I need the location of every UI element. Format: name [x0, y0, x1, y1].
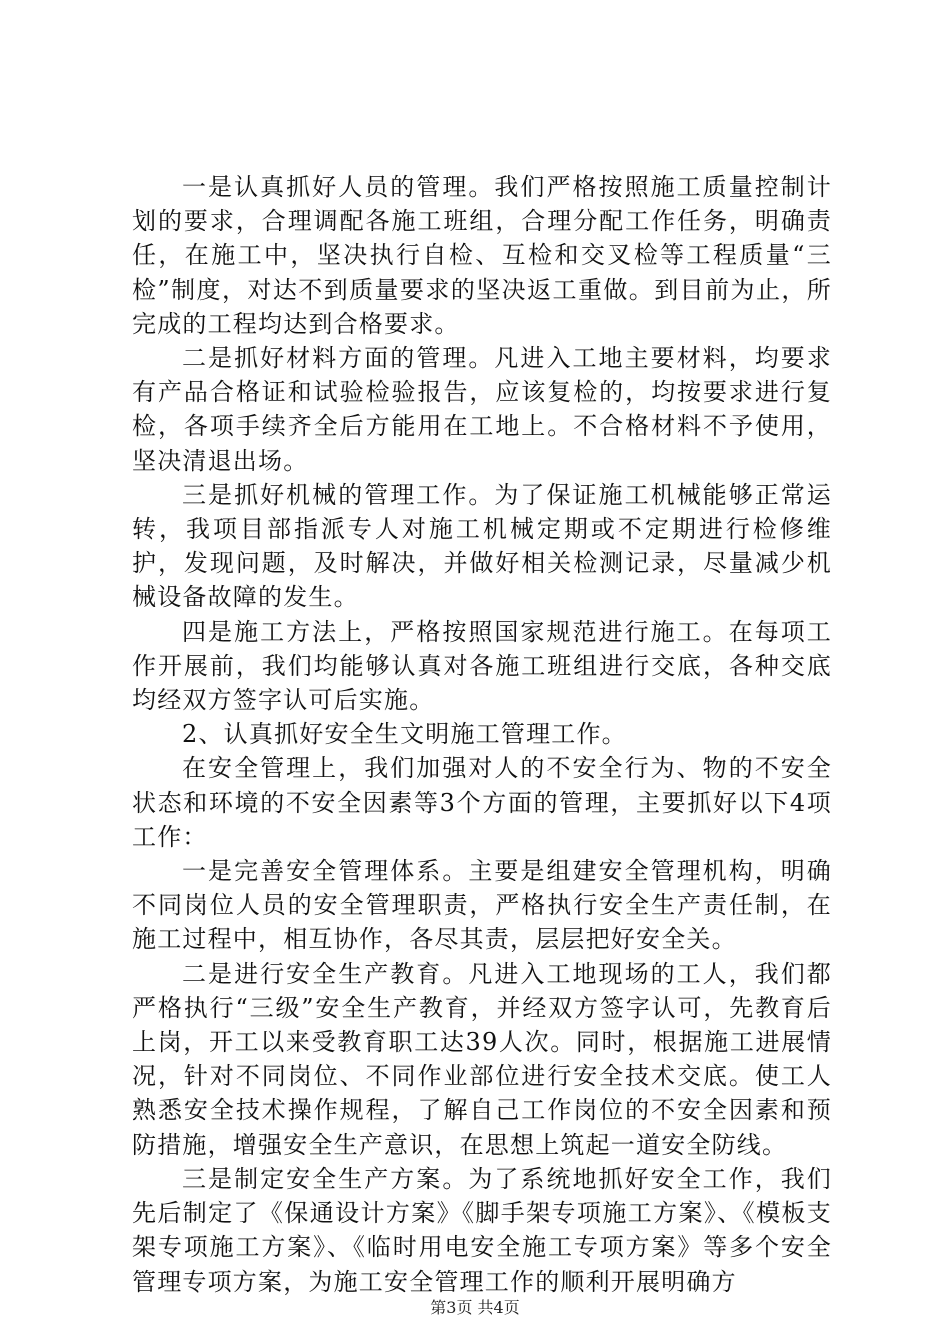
paragraph-material-management: 二是抓好材料方面的管理。凡进入工地主要材料，均要求有产品合格证和试验检验报告，应该复检的，均按要求进行复检，各项手续齐全后方能用在工地上。不合格材料不予使用，坚决清退出场。	[132, 344, 832, 475]
paragraph-safety-education: 二是进行安全生产教育。凡进入工地现场的工人，我们都严格执行“三级”安全生产教育，并经双方签字认可，先教育后上岗，开工以来受教育职工达39人次。同时，根据施工进展情况，针对不同岗位、不同作业部位进行安全技术交底。使工人熟悉安全技术操作规程，了解自己工作岗位的不安全因素和预防措施，增强安全生产意识，在思想上筑起一道安全防线。	[132, 959, 832, 1159]
document-body	[132, 170, 832, 1299]
page-number-footer: 第3页 共4页	[430, 1298, 520, 1317]
section-heading-safety: 2、认真抓好安全生文明施工管理工作。	[182, 720, 627, 749]
paragraph-safety-system: 一是完善安全管理体系。主要是组建安全管理机构，明确不同岗位人员的安全管理职责，严格执行安全生产责任制，在施工过程中，相互协作，各尽其责，层层把好安全关。	[132, 857, 832, 954]
paragraph-safety-plans: 三是制定安全生产方案。为了系统地抓好安全工作，我们先后制定了《保通设计方案》《脚手架专项施工方案》、《模板支架专项施工方案》、《临时用电安全施工专项方案》等多个安全管理专项方案，为施工安全管理工作的顺利开展明确方	[132, 1164, 832, 1296]
paragraph-construction-method: 四是施工方法上，严格按照国家规范进行施工。在每项工作开展前，我们均能够认真对各施工班组进行交底，各种交底均经双方签字认可后实施。	[132, 617, 832, 715]
paragraph-machinery-management: 三是抓好机械的管理工作。为了保证施工机械能够正常运转，我项目部指派专人对施工机械定期或不定期进行检修维护，发现问题，及时解决，并做好相关检测记录，尽量减少机械设备故障的发生。	[132, 480, 832, 612]
paragraph-personnel-management: 一是认真抓好人员的管理。我们严格按照施工质量控制计划的要求，合理调配各施工班组，合理分配工作任务，明确责任，在施工中，坚决执行自检、互检和交叉检等工程质量“三检”制度，对达不到质量要求的坚决返工重做。到目前为止，所完成的工程均达到合格要求。	[132, 173, 832, 338]
paragraph-safety-intro: 在安全管理上，我们加强对人的不安全行为、物的不安全状态和环境的不安全因素等3个方面的管理，主要抓好以下4项工作：	[132, 754, 832, 851]
